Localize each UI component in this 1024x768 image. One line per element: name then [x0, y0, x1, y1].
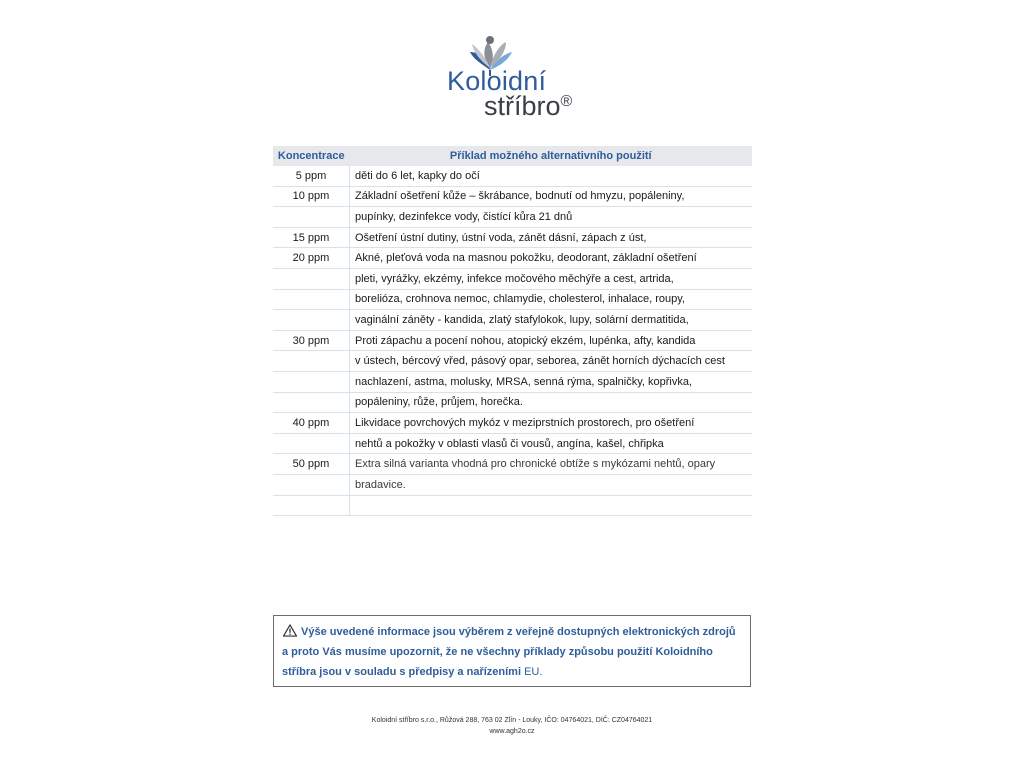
concentration-cell — [273, 310, 350, 331]
concentration-cell — [273, 371, 350, 392]
concentration-cell — [273, 495, 350, 516]
concentration-cell — [273, 392, 350, 413]
table-row — [273, 186, 752, 207]
usage-cell: Základní ošetření kůže – škrábance, bodnutí od hmyzu, popáleniny, — [350, 186, 753, 207]
usage-table — [273, 146, 752, 516]
usage-cell — [350, 495, 753, 516]
concentration-cell: 20 ppm — [273, 248, 350, 269]
usage-cell: vaginální záněty - kandida, zlatý stafylokok, lupy, solární dermatitida, — [350, 310, 753, 331]
table-row — [273, 207, 752, 228]
concentration-cell: 50 ppm — [273, 454, 350, 475]
concentration-cell — [273, 268, 350, 289]
table-row — [273, 351, 752, 372]
usage-cell: bradavice. — [350, 474, 753, 495]
table-row — [273, 248, 752, 269]
usage-cell: děti do 6 let, kapky do očí — [350, 166, 753, 186]
table-row — [273, 268, 752, 289]
usage-cell: Ošetření ústní dutiny, ústní voda, zánět dásní, zápach z úst, — [350, 227, 753, 248]
footer-website: www.agh2o.cz — [489, 728, 535, 735]
concentration-cell — [273, 351, 350, 372]
table-row — [273, 371, 752, 392]
table-row — [273, 413, 752, 434]
concentration-cell: 30 ppm — [273, 330, 350, 351]
concentration-cell: 10 ppm — [273, 186, 350, 207]
page-footer — [0, 715, 1024, 737]
column-header-usage: Příklad možného alternativního použití — [350, 146, 753, 166]
concentration-cell — [273, 207, 350, 228]
usage-cell: Proti zápachu a pocení nohou, atopický ekzém, lupénka, afty, kandida — [350, 330, 753, 351]
table-row — [273, 310, 752, 331]
table-row — [273, 392, 752, 413]
usage-cell: Akné, pleťová voda na masnou pokožku, deodorant, základní ošetření — [350, 248, 753, 269]
disclaimer-text: Výše uvedené informace jsou výběrem z veřejně dostupných elektronických zdrojů a proto Vás musíme upozornit, že ne všechny příklady způsobu použití Koloidního stříbra jsou v souladu s předpisy a nařízeními — [282, 626, 736, 678]
usage-cell: pupínky, dezinfekce vody, čistící kůra 21 dnů — [350, 207, 753, 228]
usage-cell: Likvidace povrchových mykóz v meziprstních prostorech, pro ošetření — [350, 413, 753, 434]
usage-cell: v ústech, bércový vřed, pásový opar, seborea, zánět horních dýchacích cest — [350, 351, 753, 372]
concentration-cell: 5 ppm — [273, 166, 350, 186]
usage-cell: nachlazení, astma, molusky, MRSA, senná rýma, spalničky, kopřivka, — [350, 371, 753, 392]
concentration-cell: 40 ppm — [273, 413, 350, 434]
usage-cell: Extra silná varianta vhodná pro chronické obtíže s mykózami nehtů, opary — [350, 454, 753, 475]
table-row — [273, 474, 752, 495]
usage-cell: pleti, vyrážky, ekzémy, infekce močového měchýře a cest, artrida, — [350, 268, 753, 289]
logo-text-line2-word: stříbro — [484, 91, 561, 121]
registered-mark: ® — [560, 93, 573, 110]
footer-address: Koloidní stříbro s.r.o., Růžová 288, 763 02 Zlín - Louky, IČO: 04764021, DIČ: CZ04764021 — [371, 717, 653, 724]
table-row — [273, 433, 752, 454]
usage-cell: nehtů a pokožky v oblasti vlasů či vousů, angína, kašel, chřipka — [350, 433, 753, 454]
table-header-row — [273, 146, 752, 166]
logo-text-line1: Koloidní — [447, 66, 547, 96]
table-row — [273, 495, 752, 516]
disclaimer-tail: EU. — [521, 666, 543, 678]
concentration-cell — [273, 474, 350, 495]
brand-logo — [440, 30, 600, 125]
concentration-cell: 15 ppm — [273, 227, 350, 248]
table-row — [273, 330, 752, 351]
disclaimer-box — [273, 615, 751, 687]
table-row — [273, 227, 752, 248]
concentration-cell — [273, 433, 350, 454]
usage-cell: popáleniny, růže, průjem, horečka. — [350, 392, 753, 413]
logo-text-line2 — [484, 91, 572, 122]
table-row — [273, 166, 752, 186]
concentration-cell — [273, 289, 350, 310]
table-row — [273, 289, 752, 310]
usage-cell: borelióza, crohnova nemoc, chlamydie, cholesterol, inhalace, roupy, — [350, 289, 753, 310]
table-row — [273, 454, 752, 475]
warning-icon — [282, 624, 298, 637]
column-header-concentration: Koncentrace — [273, 146, 350, 166]
